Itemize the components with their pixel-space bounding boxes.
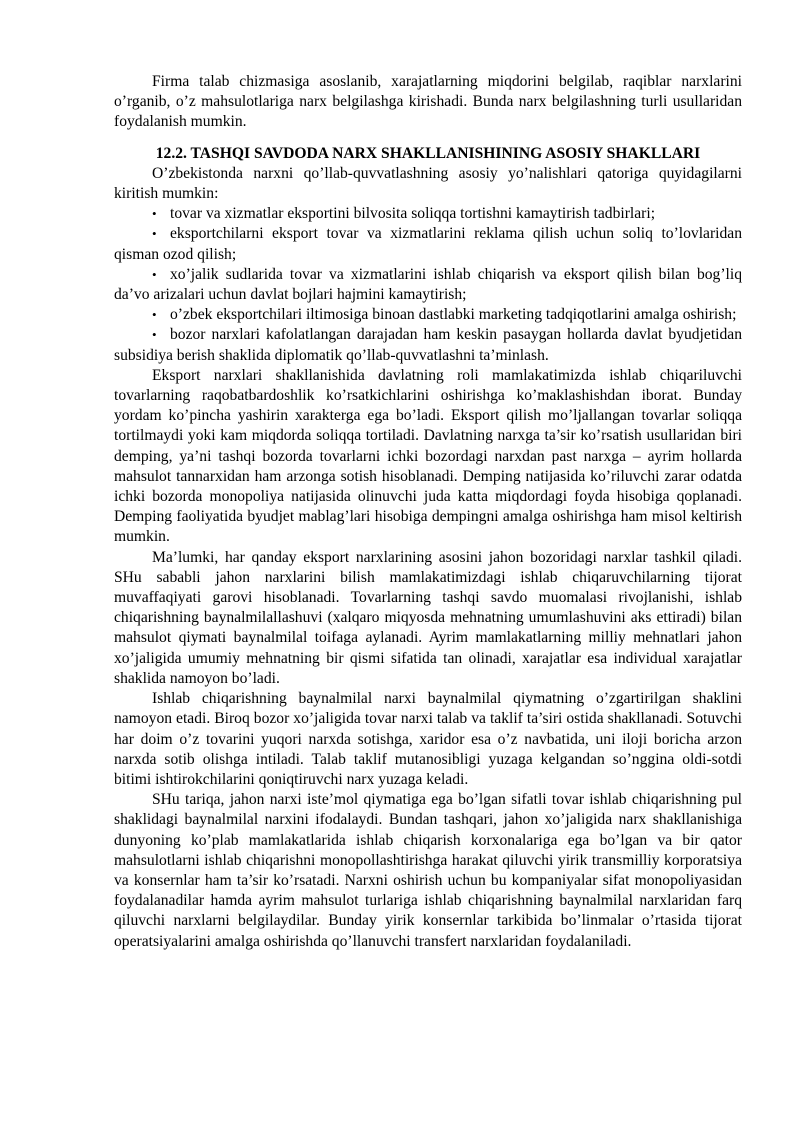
- bullet-item-1: [114, 204, 742, 224]
- bullet-item-4: [114, 305, 742, 325]
- bullet-text: tovar va xizmatlar eksportini bilvosita soliqqa tortishni kamaytirish tadbirlari;: [170, 205, 656, 223]
- bullet-dot-icon: •: [152, 206, 157, 222]
- bullet-dot-icon: •: [152, 307, 157, 323]
- paragraph-4: Ishlab chiqarishning baynalmilal narxi baynalmilal qiymatning o’zgartirilgan shaklini namoyon etadi. Biroq bozor xo’jaligida tovar narxi talab va taklif ta’siri ostida shakllanadi. Sotuvchi har doim o’z tovarini yuqori narxda sotishga, xaridor esa o’z navbatida, uni iloji boricha arzon narxda sotib olishga intiladi. Talab taklif mutanosibligi yuzaga kelgandan so’nggina oldi-sotdi bitimi ishtirokchilarini qoniqtiruvchi narx yuzaga keladi.: [114, 690, 742, 788]
- paragraph-3: Ma’lumki, har qanday eksport narxlarining asosini jahon bozoridagi narxlar tashkil qiladi. SHu sababli jahon narxlarini bilish mamlakatimizdagi ishlab chiqaruvchilarning tijorat muvaffaqiyati garovi hisoblanadi. Tovarlarning tashqi savdo muomalasi rivojlanishi, ishlab chiqarishning baynalmilallashuvi (xalqaro miqyosda mehnatning umumlashuvini aks ettiradi) bilan mahsulot qiymati baynalmilal toifaga aylanadi. Ayrim mamlakatlarning milliy mehnatlari jahon xo’jaligida umumiy mehnatning bir qismi sifatida tan olinadi, xarajatlar esa individual xarajatlar shaklida namoyon bo’ladi.: [114, 548, 742, 687]
- bullet-text: eksportchilarni eksport tovar va xizmatlarini reklama qilish uchun soliq to’lovlaridan qisman ozod qilish;: [114, 225, 742, 263]
- bullet-item-3: [114, 265, 742, 305]
- intro-paragraph: Firma talab chizmasiga asoslanib, xarajatlarning miqdorini belgilab, raqiblar narxlarini o’rganib, o’z mahsulotlariga narx belgilashga kirishadi. Bunda narx belgilashning turli usullaridan foydalanish mumkin.: [114, 73, 742, 131]
- document-page: [114, 72, 742, 952]
- bullet-text: o’zbek eksportchilari iltimosiga binoan dastlabki marketing tadqiqotlarini amalga oshirish;: [170, 306, 737, 324]
- bullet-dot-icon: •: [152, 266, 157, 282]
- bullet-item-2: [114, 224, 742, 264]
- bullet-item-5: [114, 325, 742, 365]
- bullet-text: xo’jalik sudlarida tovar va xizmatlarini ishlab chiqarish va eksport qilish bilan bog’liq da’vo arizalari uchun davlat bojlari hajmini kamaytirish;: [114, 265, 742, 304]
- bullet-dot-icon: •: [152, 327, 157, 343]
- section-heading: 12.2. TASHQI SAVDODA NARX SHAKLLANISHINING ASOSIY SHAKLLARI: [155, 144, 701, 162]
- bullet-dot-icon: •: [152, 226, 157, 242]
- paragraph-1: O’zbekistonda narxni qo’llab-quvvatlashning asosiy yo’nalishlari qatoriga quyidagilarni kiritish mumkin:: [114, 164, 742, 203]
- bullet-text: bozor narxlari kafolatlangan darajadan ham keskin pasaygan hollarda davlat byudjetidan subsidiya berish shaklida diplomatik qo’llab-quvvatlashni ta’minlash.: [114, 326, 742, 364]
- paragraph-5: SHu tariqa, jahon narxi iste’mol qiymatiga ega bo’lgan sifatli tovar ishlab chiqarishning pul shaklidagi baynalmilal narxini ifodalaydi. Bundan tashqari, jahon xo’jaligida narx shakllanishiga dunyoning ko’plab mamlakatlarida ishlab chiqarish korxonalariga ega bo’lgan va bir qator mahsulotlarni ishlab chiqarishni monopollashtirishga harakat qiluvchi yirik transmilliy korporatsiya va konsernlar ham ta’sir ko’rsatadi. Narxni oshirish uchun bu kompaniyalar sifat monopoliyasidan foydalanadilar hamda ayrim mahsulot turlariga ishlab chiqarishning baynalmilal narxlaridan farq qiluvchi narxlarni belgilaydilar. Bunday yirik konsernlar tarkibida bo’linmalar o’rtasida tijorat operatsiyalarini amalga oshirishda qo’llanuvchi transfert narxlaridan foydalaniladi.: [114, 791, 742, 950]
- paragraph-2: Eksport narxlari shakllanishida davlatning roli mamlakatimizda ishlab chiqariluvchi tovarlarning raqobatbardoshlik ko’rsatkichlarini oshirishga ko’maklashishdan iborat. Bunday yordam ko’pincha yashirin xarakterga ega bo’ladi. Eksport qilish mo’ljallangan tovarlar soliqqa tortilmaydi yoki kam miqdorda soliqqa tortiladi. Davlatning narxga ta’sir ko’rsatish usullaridan biri demping, ya’ni tashqi bozorda tovarlarni ichki bozordagi narxdan past narxga – ayrim hollarda mahsulot tannarxidan ham arzonga sotish hisoblanadi. Demping natijasida ko’riluvchi zarar odatda ichki bozorda monopoliya natijasida olinuvchi juda katta miqdordagi foyda hisobiga qoplanadi. Demping faoliyatida byudjet mablag’lari hisobiga dempingni amalga oshirishga ham misol keltirish mumkin.: [114, 366, 742, 546]
